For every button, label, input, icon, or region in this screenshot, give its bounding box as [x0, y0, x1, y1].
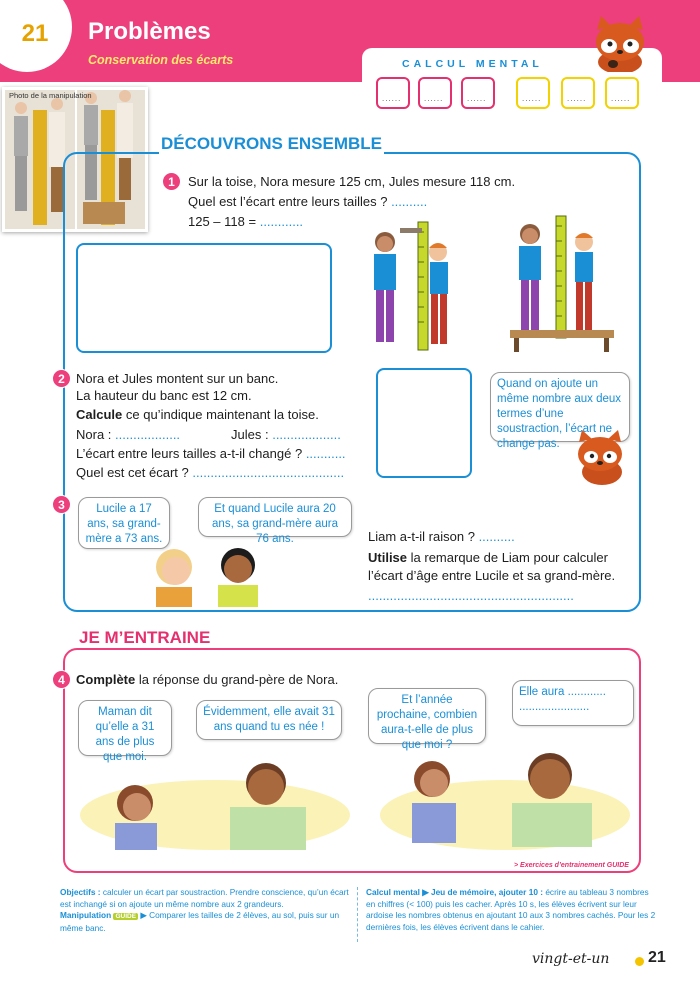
liam-speech-bubble: Et quand Lucile aura 20 ans, sa grand-mère aura 76 ans.: [198, 497, 352, 537]
page-subtitle: Conservation des écarts: [88, 53, 234, 67]
q2-nora-dots[interactable]: ..................: [115, 427, 181, 442]
q3-text-line1: Liam a-t-il raison ? ..........: [368, 529, 515, 544]
q2-text-line6: Quel est cet écart ? ..........................................: [76, 465, 345, 480]
red-panda-mascot-icon: [585, 16, 655, 72]
calcul-mental-box[interactable]: ......: [418, 77, 452, 109]
q2-jules-line: Jules : ...................: [231, 427, 341, 442]
q1-calc-dots[interactable]: ............: [259, 214, 304, 229]
children-illustration: [146, 535, 276, 607]
footer-divider: [357, 887, 358, 942]
page-dot-icon: [635, 957, 644, 966]
q2-jules-dots[interactable]: ...................: [272, 427, 341, 442]
q2-text-line2: La hauteur du banc est 12 cm.: [76, 388, 252, 403]
q4-answer-dots-2[interactable]: ......................: [519, 701, 590, 713]
teacher-notes-calcul-mental: Calcul mental ▶ Jeu de mémoire, ajouter 10 : écrire au tableau 3 nombres en chiffres (< 100) puis les cacher. Après 10 s, les élèves écrivent sur leur ardoise les nombres obtenus en ajoutant 10 aux 3 nombres cachés. Pour les 2 dernières fois, les élèves écrivent dans le cahier.: [366, 887, 656, 932]
q2-change-dots[interactable]: ...........: [305, 446, 346, 461]
question-2-number: 2: [52, 369, 71, 388]
q1-text-line2: Quel est l’écart entre leurs tailles ? ..........: [188, 194, 428, 209]
guide-tag: GUIDE: [115, 913, 137, 920]
height-gauge-illustration: [360, 212, 450, 352]
nora-and-grandfather-illustration: [80, 755, 350, 850]
question-4-number: 4: [52, 670, 71, 689]
q1-text-line1: Sur la toise, Nora mesure 125 cm, Jules mesure 118 cm.: [188, 174, 516, 189]
q3-answer-dots[interactable]: .........................................................: [368, 588, 574, 603]
lesson-number: 21: [21, 20, 49, 47]
entraine-section-title: JE M’ENTRAINE: [76, 628, 213, 648]
q1-answer-box[interactable]: [76, 243, 332, 353]
nora-and-grandfather-second-illustration: [380, 745, 630, 850]
grandfather-speech-bubble: Évidemment, elle avait 31 ans quand tu es née !: [196, 700, 342, 740]
q2-answer-box[interactable]: [376, 368, 472, 478]
red-panda-icon: [570, 430, 632, 486]
q2-ecart-dots[interactable]: ..........................................: [192, 465, 345, 480]
calcul-mental-label: CALCUL MENTAL: [402, 58, 543, 70]
q3-raison-dots[interactable]: ..........: [478, 529, 515, 544]
calcul-mental-box[interactable]: ......: [461, 77, 495, 109]
q4-text-line1: Complète la réponse du grand-père de Nora.: [76, 672, 339, 687]
page-number-words: vingt-et-un: [532, 951, 610, 967]
calcul-mental-box[interactable]: ......: [376, 77, 410, 109]
q2-text-line1: Nora et Jules montent sur un banc.: [76, 371, 279, 386]
q2-nora-line: Nora : ..................: [76, 427, 181, 442]
lucile-speech-bubble: Lucile a 17 ans, sa grand-mère a 73 ans.: [78, 497, 170, 549]
q3-text-line3: l’écart d’âge entre Lucile et sa grand-mère.: [368, 568, 616, 583]
nora-speech-bubble: Maman dit qu’elle a 31 ans de plus que moi.: [78, 700, 172, 756]
tip-bubble: Quand on ajoute un même nombre aux deux termes d’une soustraction, l’écart ne change pas.: [490, 372, 630, 442]
q4-answer-dots-1[interactable]: ............: [567, 686, 606, 698]
decouvrons-section-title: DÉCOUVRONS ENSEMBLE: [161, 134, 383, 153]
page-number: 21: [648, 949, 666, 966]
q3-text-line2: Utilise la remarque de Liam pour calculer: [368, 550, 608, 565]
height-gauge-on-bench-illustration: [508, 212, 618, 357]
q2-text-line3: Calcule ce qu’indique maintenant la toise.: [76, 407, 319, 422]
q1-answer-dots[interactable]: ..........: [391, 194, 428, 209]
guide-exercises-link[interactable]: > Exercices d’entrainement GUIDE: [514, 862, 629, 869]
question-1-number: 1: [162, 172, 181, 191]
nora-question-bubble: Et l’année prochaine, combien aura-t-elle de plus que moi ?: [368, 688, 486, 744]
page-title: Problèmes: [88, 18, 211, 45]
calcul-mental-box[interactable]: ......: [516, 77, 550, 109]
question-3-number: 3: [52, 495, 71, 514]
calcul-mental-box[interactable]: ......: [605, 77, 639, 109]
teacher-notes-objectifs: Objectifs : calculer un écart par soustraction. Prendre conscience, qu’un écart est inchangé si on ajoute un même nombre aux 2 grandeurs. Manipulation GUIDE ▶ Comparer les tailles de 2 élèves, au sol, puis sur un même banc.: [60, 887, 349, 933]
calcul-mental-box[interactable]: ......: [561, 77, 595, 109]
grandfather-answer-bubble: Elle aura ............ ......................: [512, 680, 634, 726]
q2-text-line5: L’écart entre leurs tailles a-t-il changé ? ...........: [76, 446, 346, 461]
q1-text-line3: 125 – 118 = ............: [188, 214, 304, 229]
photo-caption: Photo de la manipulation: [9, 91, 92, 100]
